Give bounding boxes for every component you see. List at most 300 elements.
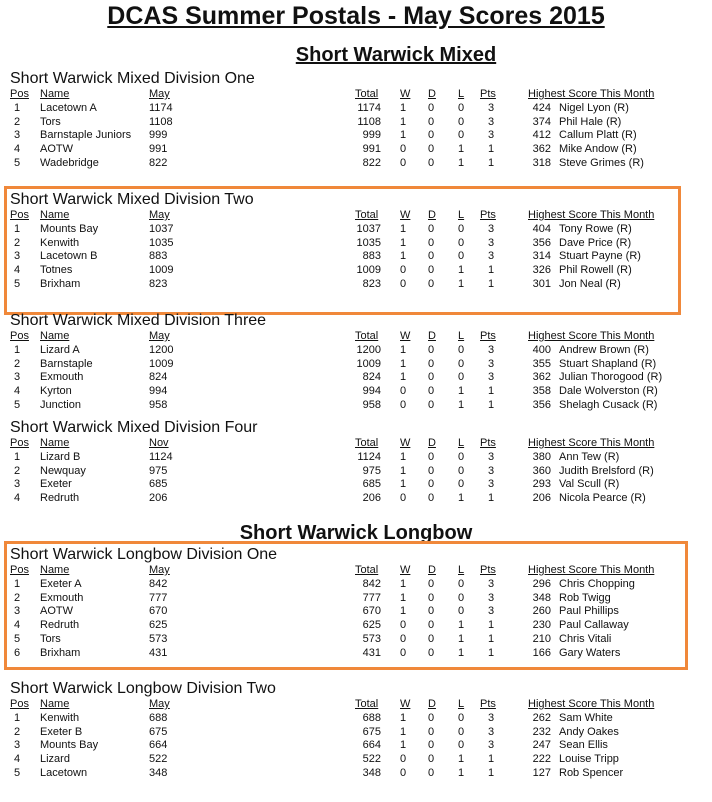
cell-team: Wadebridge: [40, 156, 99, 169]
cell-team: Exeter A: [40, 577, 82, 590]
cell-team: Lacetown B: [40, 250, 98, 263]
table-row: [10, 237, 700, 251]
cell-pts: 3: [487, 129, 495, 142]
cell-pts: 1: [487, 143, 495, 156]
cell-highest-score: 356: [532, 398, 551, 411]
cell-highest-score: 404: [532, 222, 551, 235]
cell-d: 0: [428, 450, 435, 463]
cell-highest-name: Jon Neal (R): [559, 277, 621, 290]
cell-highest-score: 424: [532, 101, 551, 114]
cell-score: 883: [149, 250, 168, 263]
cell-highest-score: 380: [532, 450, 551, 463]
table-row: [10, 726, 700, 740]
cell-team: Junction: [40, 398, 81, 411]
cell-w: 0: [400, 646, 407, 659]
header-name: Name: [40, 330, 70, 342]
cell-total: 206: [362, 492, 381, 505]
section-title-mixed: Short Warwick Mixed: [295, 44, 497, 66]
table-row: [10, 767, 700, 781]
cell-total: 994: [362, 385, 381, 398]
cell-team: Barnstaple Juniors: [40, 129, 132, 142]
cell-pts: 3: [487, 371, 495, 384]
header-d: D: [428, 209, 436, 221]
cell-highest-score: 260: [532, 605, 551, 618]
cell-total: 842: [362, 577, 381, 590]
cell-pos: 3: [13, 129, 21, 142]
section-title-longbow: Short Warwick Longbow: [239, 522, 473, 544]
cell-score: 823: [149, 277, 168, 290]
header-score: May: [149, 88, 170, 100]
cell-l: 0: [458, 591, 465, 604]
cell-highest-score: 127: [532, 766, 551, 779]
cell-pts: 1: [487, 156, 495, 169]
cell-w: 1: [400, 450, 407, 463]
cell-l: 0: [458, 739, 465, 752]
cell-score: 625: [149, 619, 168, 632]
cell-pos: 3: [13, 371, 21, 384]
cell-pts: 1: [487, 619, 495, 632]
header-d: D: [428, 698, 436, 710]
cell-d: 0: [428, 577, 435, 590]
division-title: Short Warwick Longbow Division One: [10, 546, 278, 563]
division-title: Short Warwick Mixed Division Three: [10, 312, 267, 329]
cell-highest-name: Phil Hale (R): [559, 115, 622, 128]
table-row: [10, 102, 700, 116]
cell-pos: 2: [13, 357, 21, 370]
cell-team: Kenwith: [40, 711, 80, 724]
cell-team: Exmouth: [40, 591, 84, 604]
cell-score: 777: [149, 591, 168, 604]
header-total: Total: [355, 564, 379, 576]
header-pos: Pos: [10, 564, 29, 576]
cell-highest-name: Nigel Lyon (R): [559, 101, 629, 114]
header-d: D: [428, 330, 436, 342]
cell-highest-name: Paul Callaway: [559, 619, 629, 632]
cell-w: 0: [400, 492, 407, 505]
cell-team: Lizard: [40, 753, 70, 766]
cell-score: 842: [149, 577, 168, 590]
cell-total: 777: [362, 591, 381, 604]
cell-highest-name: Chris Chopping: [559, 577, 635, 590]
cell-l: 0: [458, 250, 465, 263]
cell-l: 1: [458, 766, 465, 779]
cell-highest-score: 230: [532, 619, 551, 632]
cell-l: 0: [458, 605, 465, 618]
cell-l: 1: [458, 264, 465, 277]
cell-total: 664: [362, 739, 381, 752]
cell-highest-name: Julian Thorogood (R): [559, 371, 663, 384]
cell-highest-score: 222: [532, 753, 551, 766]
cell-pts: 1: [487, 766, 495, 779]
cell-highest-name: Phil Rowell (R): [559, 264, 632, 277]
cell-pos: 4: [13, 264, 21, 277]
header-d: D: [428, 88, 436, 100]
cell-d: 0: [428, 725, 435, 738]
cell-pos: 3: [13, 250, 21, 263]
cell-highest-name: Sean Ellis: [559, 739, 608, 752]
cell-team: Kenwith: [40, 236, 80, 249]
cell-pts: 3: [487, 450, 495, 463]
division-table: [10, 680, 700, 781]
cell-w: 1: [400, 371, 407, 384]
cell-highest-score: 247: [532, 739, 551, 752]
cell-score: 675: [149, 725, 168, 738]
table-row: [10, 399, 700, 413]
division-table: [10, 546, 700, 661]
cell-pos: 3: [13, 739, 21, 752]
header-w: W: [400, 698, 411, 710]
cell-l: 0: [458, 115, 465, 128]
header-total: Total: [355, 437, 379, 449]
cell-l: 0: [458, 371, 465, 384]
cell-l: 0: [458, 711, 465, 724]
table-row: [10, 647, 700, 661]
cell-d: 0: [428, 156, 435, 169]
cell-w: 1: [400, 577, 407, 590]
cell-w: 1: [400, 115, 407, 128]
table-row: [10, 478, 700, 492]
cell-l: 0: [458, 129, 465, 142]
cell-score: 688: [149, 711, 168, 724]
cell-score: 664: [149, 739, 168, 752]
cell-pts: 3: [487, 591, 495, 604]
cell-pts: 3: [487, 343, 495, 356]
cell-total: 522: [362, 753, 381, 766]
table-row: [10, 605, 700, 619]
cell-total: 1108: [357, 115, 381, 128]
table-row: [10, 358, 700, 372]
cell-w: 0: [400, 619, 407, 632]
cell-pos: 5: [13, 277, 21, 290]
header-pos: Pos: [10, 437, 29, 449]
cell-pos: 5: [13, 398, 21, 411]
cell-highest-name: Gary Waters: [559, 646, 621, 659]
header-name: Name: [40, 437, 70, 449]
cell-highest-score: 206: [532, 492, 551, 505]
cell-pos: 5: [13, 766, 21, 779]
header-highest: Highest Score This Month: [528, 437, 655, 449]
cell-w: 0: [400, 632, 407, 645]
cell-pts: 3: [487, 605, 495, 618]
cell-d: 0: [428, 753, 435, 766]
cell-l: 0: [458, 725, 465, 738]
cell-highest-score: 362: [532, 143, 551, 156]
cell-total: 824: [362, 371, 381, 384]
cell-total: 1200: [356, 343, 381, 356]
cell-pos: 4: [13, 385, 21, 398]
cell-pts: 1: [487, 385, 495, 398]
header-pts: Pts: [480, 698, 496, 710]
cell-total: 1174: [357, 101, 381, 114]
header-highest: Highest Score This Month: [528, 698, 655, 710]
cell-d: 0: [428, 619, 435, 632]
cell-highest-score: 374: [532, 115, 551, 128]
cell-highest-name: Andy Oakes: [559, 725, 619, 738]
cell-pts: 1: [487, 753, 495, 766]
cell-highest-name: Louise Tripp: [559, 753, 619, 766]
cell-score: 824: [149, 371, 168, 384]
cell-team: Newquay: [40, 464, 86, 477]
cell-pos: 2: [13, 115, 21, 128]
header-l: L: [458, 88, 465, 100]
cell-team: Lizard B: [40, 450, 81, 463]
cell-highest-score: 293: [532, 478, 551, 491]
cell-pts: 1: [487, 398, 495, 411]
cell-highest-name: Mike Andow (R): [559, 143, 637, 156]
header-pts: Pts: [480, 564, 496, 576]
division-table: [10, 312, 700, 413]
cell-total: 670: [362, 605, 381, 618]
cell-highest-score: 326: [532, 264, 551, 277]
cell-d: 0: [428, 250, 435, 263]
cell-pts: 3: [487, 250, 495, 263]
cell-team: Tors: [40, 115, 61, 128]
table-row: [10, 712, 700, 726]
cell-highest-score: 400: [532, 343, 551, 356]
cell-l: 0: [458, 478, 465, 491]
cell-pts: 3: [487, 478, 495, 491]
cell-highest-score: 210: [532, 632, 551, 645]
division-title: Short Warwick Longbow Division Two: [10, 680, 276, 697]
cell-team: Mounts Bay: [40, 739, 99, 752]
cell-team: Redruth: [40, 492, 80, 505]
cell-total: 688: [362, 711, 381, 724]
cell-team: AOTW: [40, 143, 73, 156]
header-highest: Highest Score This Month: [528, 209, 655, 221]
table-row: [10, 619, 700, 633]
cell-highest-name: Shelagh Cusack (R): [559, 398, 658, 411]
cell-score: 1124: [149, 450, 173, 463]
cell-team: Lacetown A: [40, 101, 97, 114]
cell-highest-name: Judith Brelsford (R): [559, 464, 654, 477]
division-title: Short Warwick Mixed Division Two: [10, 191, 254, 208]
cell-l: 1: [458, 619, 465, 632]
cell-highest-score: 360: [532, 464, 551, 477]
cell-total: 348: [362, 766, 381, 779]
cell-score: 958: [149, 398, 168, 411]
cell-score: 522: [149, 753, 168, 766]
cell-highest-score: 362: [532, 371, 551, 384]
cell-pos: 4: [13, 143, 21, 156]
cell-highest-name: Val Scull (R): [559, 478, 620, 491]
cell-total: 1124: [357, 450, 381, 463]
header-pos: Pos: [10, 88, 29, 100]
cell-score: 999: [149, 129, 168, 142]
cell-pos: 1: [13, 577, 21, 590]
cell-team: Tors: [40, 632, 61, 645]
header-total: Total: [355, 209, 379, 221]
cell-pos: 2: [13, 591, 21, 604]
cell-w: 0: [400, 264, 407, 277]
cell-l: 1: [458, 156, 465, 169]
table-row: [10, 371, 700, 385]
cell-team: Mounts Bay: [40, 222, 99, 235]
header-pts: Pts: [480, 330, 496, 342]
cell-w: 1: [400, 711, 407, 724]
header-d: D: [428, 437, 436, 449]
cell-highest-name: Paul Phillips: [559, 605, 619, 618]
header-pts: Pts: [480, 437, 496, 449]
cell-total: 991: [362, 143, 381, 156]
cell-highest-name: Stuart Payne (R): [559, 250, 641, 263]
cell-team: Lacetown: [40, 766, 88, 779]
header-pos: Pos: [10, 330, 29, 342]
cell-highest-score: 348: [532, 591, 551, 604]
cell-score: 348: [149, 766, 168, 779]
cell-l: 0: [458, 450, 465, 463]
cell-highest-score: 356: [532, 236, 551, 249]
cell-score: 670: [149, 605, 168, 618]
cell-score: 431: [149, 646, 168, 659]
cell-team: Exmouth: [40, 371, 84, 384]
header-l: L: [458, 437, 465, 449]
header-w: W: [400, 209, 411, 221]
cell-pts: 1: [487, 632, 495, 645]
cell-d: 0: [428, 766, 435, 779]
cell-pos: 4: [13, 492, 21, 505]
table-row: [10, 264, 700, 278]
cell-total: 823: [362, 277, 381, 290]
cell-pts: 3: [487, 357, 495, 370]
cell-team: Brixham: [40, 646, 81, 659]
cell-d: 0: [428, 371, 435, 384]
cell-d: 0: [428, 277, 435, 290]
header-highest: Highest Score This Month: [528, 330, 655, 342]
cell-highest-name: Stuart Shapland (R): [559, 357, 657, 370]
cell-pts: 1: [487, 264, 495, 277]
cell-pts: 3: [487, 577, 495, 590]
cell-highest-score: 166: [532, 646, 551, 659]
table-row: [10, 143, 700, 157]
cell-pts: 3: [487, 464, 495, 477]
cell-score: 685: [149, 478, 168, 491]
cell-pos: 6: [13, 646, 21, 659]
cell-highest-score: 358: [532, 385, 551, 398]
cell-l: 1: [458, 143, 465, 156]
cell-d: 0: [428, 632, 435, 645]
header-score: May: [149, 698, 170, 710]
header-name: Name: [40, 698, 70, 710]
cell-highest-name: Ann Tew (R): [559, 450, 620, 463]
header-pts: Pts: [480, 88, 496, 100]
cell-w: 0: [400, 398, 407, 411]
cell-pts: 3: [487, 725, 495, 738]
header-score: May: [149, 564, 170, 576]
cell-d: 0: [428, 591, 435, 604]
table-header-row: [10, 698, 700, 712]
header-w: W: [400, 437, 411, 449]
header-w: W: [400, 330, 411, 342]
cell-pos: 3: [13, 478, 21, 491]
cell-team: Kyrton: [40, 385, 72, 398]
table-row: [10, 278, 700, 292]
cell-d: 0: [428, 711, 435, 724]
cell-team: Brixham: [40, 277, 81, 290]
header-score: May: [149, 209, 170, 221]
cell-highest-score: 355: [532, 357, 551, 370]
cell-l: 0: [458, 222, 465, 235]
cell-d: 0: [428, 385, 435, 398]
cell-highest-name: Chris Vitali: [559, 632, 612, 645]
cell-pos: 4: [13, 619, 21, 632]
cell-d: 0: [428, 398, 435, 411]
cell-pos: 5: [13, 632, 21, 645]
cell-l: 0: [458, 236, 465, 249]
header-score: Nov: [149, 437, 169, 449]
cell-score: 206: [149, 492, 168, 505]
cell-highest-score: 318: [532, 156, 551, 169]
table-row: [10, 739, 700, 753]
cell-highest-score: 301: [532, 277, 551, 290]
cell-w: 1: [400, 129, 407, 142]
cell-team: Lizard A: [40, 343, 80, 356]
table-header-row: [10, 564, 700, 578]
cell-score: 994: [149, 385, 168, 398]
table-row: [10, 250, 700, 264]
cell-total: 1037: [356, 222, 381, 235]
header-pos: Pos: [10, 209, 29, 221]
cell-score: 573: [149, 632, 168, 645]
cell-score: 975: [149, 464, 168, 477]
table-row: [10, 157, 700, 171]
cell-highest-name: Dave Price (R): [559, 236, 632, 249]
table-row: [10, 592, 700, 606]
cell-total: 883: [362, 250, 381, 263]
cell-pos: 3: [13, 605, 21, 618]
cell-d: 0: [428, 646, 435, 659]
cell-team: AOTW: [40, 605, 73, 618]
cell-w: 1: [400, 250, 407, 263]
cell-w: 1: [400, 222, 407, 235]
table-row: [10, 633, 700, 647]
cell-d: 0: [428, 464, 435, 477]
cell-w: 1: [400, 236, 407, 249]
header-l: L: [458, 564, 465, 576]
cell-w: 1: [400, 343, 407, 356]
cell-d: 0: [428, 143, 435, 156]
cell-l: 1: [458, 398, 465, 411]
cell-highest-score: 296: [532, 577, 551, 590]
cell-score: 822: [149, 156, 168, 169]
cell-w: 1: [400, 357, 407, 370]
cell-l: 0: [458, 357, 465, 370]
header-highest: Highest Score This Month: [528, 88, 655, 100]
cell-total: 958: [362, 398, 381, 411]
header-w: W: [400, 564, 411, 576]
table-row: [10, 344, 700, 358]
cell-d: 0: [428, 739, 435, 752]
cell-w: 0: [400, 385, 407, 398]
cell-score: 1108: [149, 115, 173, 128]
cell-total: 1009: [356, 264, 381, 277]
cell-l: 1: [458, 385, 465, 398]
cell-d: 0: [428, 357, 435, 370]
cell-d: 0: [428, 478, 435, 491]
cell-highest-name: Rob Spencer: [559, 766, 624, 779]
header-total: Total: [355, 698, 379, 710]
table-header-row: [10, 437, 700, 451]
cell-d: 0: [428, 115, 435, 128]
cell-highest-name: Sam White: [559, 711, 613, 724]
cell-w: 0: [400, 277, 407, 290]
cell-pts: 1: [487, 492, 495, 505]
header-pos: Pos: [10, 698, 29, 710]
cell-w: 0: [400, 766, 407, 779]
cell-highest-name: Dale Wolverston (R): [559, 385, 658, 398]
cell-pos: 2: [13, 725, 21, 738]
cell-pos: 1: [13, 101, 21, 114]
cell-team: Totnes: [40, 264, 73, 277]
